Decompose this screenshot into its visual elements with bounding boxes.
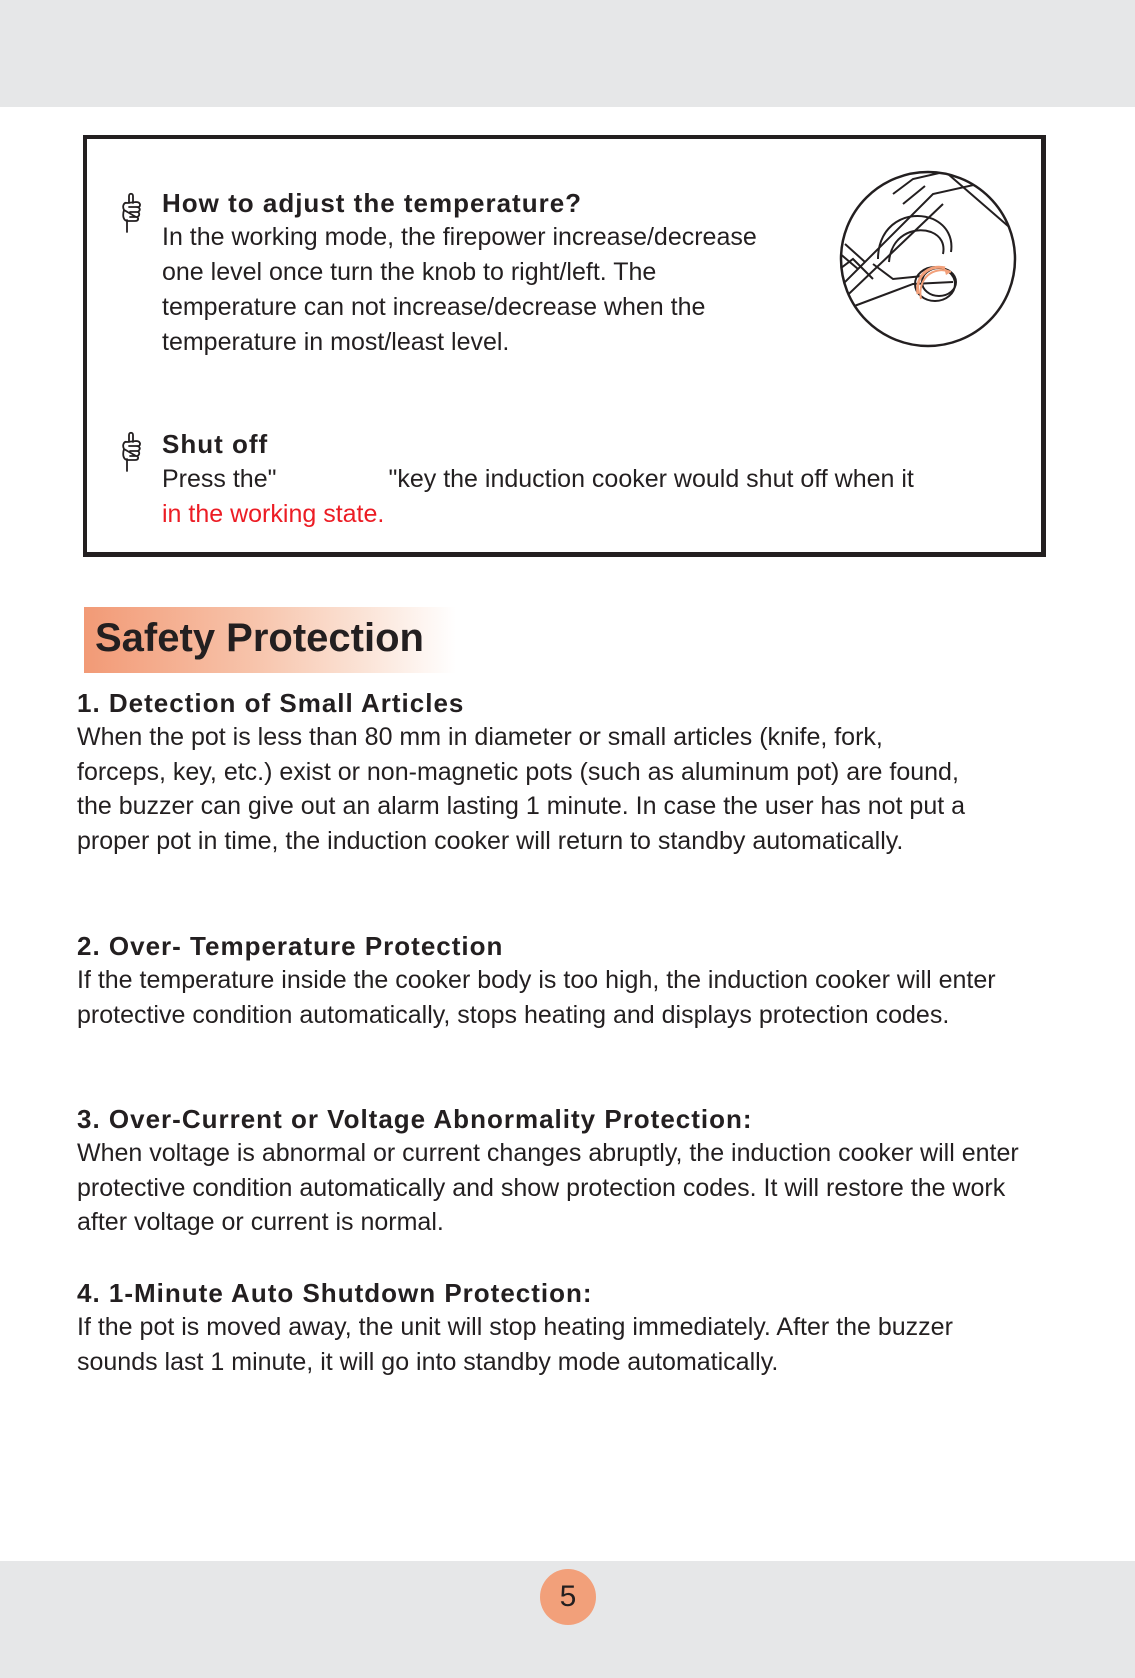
pointing-hand-icon [116, 192, 146, 234]
item-title: 2. Over- Temperature Protection [77, 931, 504, 961]
text-line: temperature in most/least level. [162, 328, 510, 356]
item-body: When voltage is abnormal or current changes abruptly, the induction cooker will enter protective condition automatically and show protection codes. It will restore the work after voltage or current is normal. [77, 1139, 1019, 1237]
item-title: 1. Detection of Small Articles [77, 688, 465, 718]
text-line: temperature can not increase/decrease when the [162, 293, 706, 321]
item-title: 4. 1-Minute Auto Shutdown Protection: [77, 1278, 593, 1308]
item-body: If the temperature inside the cooker body is too high, the induction cooker will enter protective condition automatically, stops heating and displays protection codes. [77, 966, 996, 1029]
section-heading: Safety Protection [95, 616, 424, 660]
text-line: In the working mode, the firepower increase/decrease [162, 223, 757, 251]
item-body: When the pot is less than 80 mm in diameter or small articles (knife, fork, forceps, key, etc.) exist or non-magnetic pots (such as aluminum pot) are found, the buzzer can give out an alarm lasting 1 minute. In case the user has not put a proper pot in time, the induction cooker will return to standby automatically. [77, 723, 966, 856]
item-title: 3. Over-Current or Voltage Abnormality Protection: [77, 1104, 753, 1134]
shut-off-suffix: "key the induction cooker would shut off when it [388, 465, 914, 493]
shut-off-prefix: Press the" [162, 465, 277, 493]
header-band [0, 0, 1135, 107]
text-line [162, 462, 1002, 497]
page-number: 5 [540, 1569, 596, 1625]
shut-off-warning: in the working state. [162, 500, 385, 528]
knob-illustration [833, 164, 1023, 354]
item-body: If the pot is moved away, the unit will stop heating immediately. After the buzzer sounds last 1 minute, it will go into standby mode automatically. [77, 1313, 953, 1376]
shut-off-title: Shut off [162, 429, 269, 459]
pointing-hand-icon [116, 431, 146, 473]
adjust-temperature-text [162, 220, 822, 360]
text-line: one level once turn the knob to right/left. The [162, 258, 657, 286]
shut-off-text [162, 462, 1002, 532]
adjust-temperature-title: How to adjust the temperature? [162, 188, 583, 218]
